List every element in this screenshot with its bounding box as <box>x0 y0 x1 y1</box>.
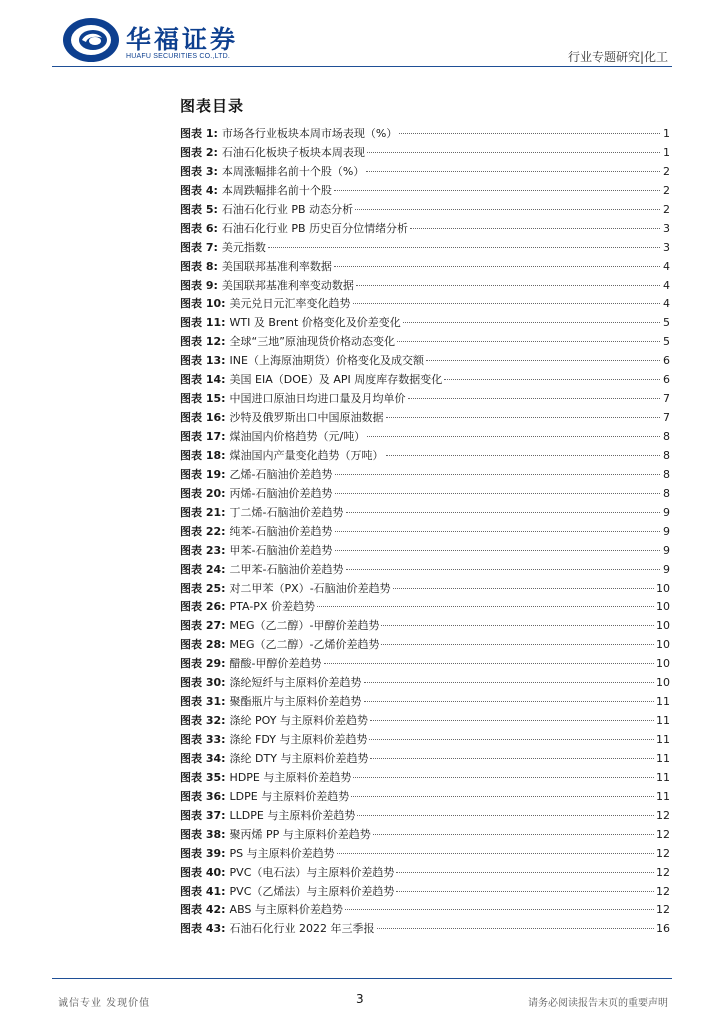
toc-dot-leader <box>337 853 654 854</box>
toc-entry[interactable] <box>180 807 670 826</box>
toc-entry[interactable] <box>180 864 670 883</box>
toc-dot-leader <box>324 663 654 664</box>
toc-entry-page: 10 <box>656 676 670 690</box>
toc-entry[interactable] <box>180 561 670 580</box>
toc-entry[interactable] <box>180 598 670 617</box>
toc-entry-label: 图表 29: <box>180 657 226 671</box>
toc-dot-leader <box>396 872 654 873</box>
toc-entry-label: 图表 41: <box>180 884 226 898</box>
toc-dot-leader <box>370 758 654 759</box>
toc-entry-title: 石油石化行业 2022 年三季报 <box>229 922 375 936</box>
toc-entry[interactable] <box>180 201 670 220</box>
toc-dot-leader <box>393 588 654 589</box>
header-divider <box>52 66 672 67</box>
toc-entry[interactable] <box>180 277 670 296</box>
toc-entry[interactable] <box>180 182 670 201</box>
toc-entry-title: 涤纶 DTY 与主原料价差趋势 <box>229 751 369 765</box>
toc-entry[interactable] <box>180 428 670 447</box>
toc-entry-page: 7 <box>663 392 670 406</box>
toc-entry[interactable] <box>180 371 670 390</box>
toc-entry[interactable] <box>180 731 670 750</box>
toc-entry-title: LDPE 与主原料价差趋势 <box>229 789 350 803</box>
company-logo <box>62 16 242 64</box>
toc-dot-leader <box>356 285 660 286</box>
toc-entry-title: 纯苯-石脑油价差趋势 <box>229 524 333 538</box>
toc-entry-page: 5 <box>663 316 670 330</box>
toc-entry-page: 11 <box>656 695 670 709</box>
toc-entry-label: 图表 30: <box>180 676 226 690</box>
toc-entry-label: 图表 19: <box>180 467 226 481</box>
toc-entry-label: 图表 9: <box>180 278 218 292</box>
toc-entry-label: 图表 15: <box>180 392 226 406</box>
toc-entry[interactable] <box>180 542 670 561</box>
toc-entry-title: 煤油国内产量变化趋势（万吨） <box>229 448 384 462</box>
toc-entry-title: 石油石化行业 PB 历史百分位情绪分析 <box>221 221 409 235</box>
toc-entry[interactable] <box>180 845 670 864</box>
toc-entry-title: 涤纶短纤与主原料价差趋势 <box>229 676 362 690</box>
toc-entry-title: 煤油国内价格趋势（元/吨） <box>229 430 366 443</box>
toc-entry-page: 8 <box>663 448 670 462</box>
toc-entry[interactable] <box>180 655 670 674</box>
toc-entry-label: 图表 21: <box>180 505 226 519</box>
toc-entry-title: 石油石化板块子板块本周表现 <box>221 145 365 159</box>
toc-entry-label: 图表 16: <box>180 411 226 425</box>
toc-entry-label: 图表 40: <box>180 865 226 879</box>
toc-entry-title: 市场各行业板块本周市场表现（%） <box>221 127 398 140</box>
toc-entry-title: PVC（乙烯法）与主原料价差趋势 <box>229 884 395 898</box>
toc-dot-leader <box>335 531 660 532</box>
toc-entry-label: 图表 33: <box>180 733 226 746</box>
toc-entry-title: 丙烯-石脑油价差趋势 <box>229 486 333 500</box>
toc-entry-label: 图表 22: <box>180 524 226 538</box>
toc-entry-label: 图表 3: <box>180 164 218 178</box>
company-name-cn: 华福证券 <box>126 25 239 54</box>
toc-entry[interactable] <box>180 466 670 485</box>
toc-entry-label: 图表 5: <box>180 202 218 216</box>
toc-entry-title: 美元兑日元汇率变化趋势 <box>229 297 351 311</box>
huafu-logo-icon <box>62 16 120 64</box>
toc-entry-title: WTI 及 Brent 价格变化及价差变化 <box>229 316 401 330</box>
toc-entry[interactable] <box>180 144 670 163</box>
toc-entry-page: 8 <box>663 430 670 443</box>
toc-dot-leader <box>396 891 654 892</box>
toc-entry-label: 图表 38: <box>180 827 226 841</box>
toc-entry[interactable] <box>180 239 670 258</box>
footer-divider <box>52 978 672 979</box>
toc-dot-leader <box>335 550 660 551</box>
toc-entry-label: 图表 37: <box>180 808 226 822</box>
toc-dot-leader <box>335 493 660 494</box>
toc-entry-title: 美国 EIA（DOE）及 API 周度库存数据变化 <box>229 373 443 387</box>
toc-dot-leader <box>346 569 660 570</box>
page-number: 3 <box>356 992 364 1006</box>
toc-entry-title: 聚丙烯 PP 与主原料价差趋势 <box>229 827 371 841</box>
toc-dot-leader <box>346 512 660 513</box>
toc-dot-leader <box>397 341 660 342</box>
toc-entry[interactable] <box>180 693 670 712</box>
toc-entry-label: 图表 23: <box>180 543 226 557</box>
toc-entry-label: 图表 31: <box>180 695 226 709</box>
toc-dot-leader <box>351 796 654 797</box>
toc-dot-leader <box>334 190 660 191</box>
toc-entry-page: 11 <box>656 714 670 728</box>
toc-entry-page: 11 <box>656 770 670 784</box>
toc-dot-leader <box>367 152 660 153</box>
toc-entry-label: 图表 25: <box>180 581 226 595</box>
toc-title: 图表目录 <box>180 97 245 115</box>
toc-entry-title: 中国进口原油日均进口量及月均单价 <box>229 392 406 406</box>
toc-entry-title: 甲苯-石脑油价差趋势 <box>229 543 333 557</box>
toc-dot-leader <box>386 455 660 456</box>
company-name-en: HUAFU SECURITIES CO.,LTD. <box>126 53 231 60</box>
toc-entry-label: 图表 34: <box>180 751 226 765</box>
toc-entry[interactable] <box>180 333 670 352</box>
toc-entry[interactable] <box>180 826 670 845</box>
toc-entry-label: 图表 26: <box>180 600 226 614</box>
toc-entry-page: 9 <box>663 505 670 519</box>
toc-entry-page: 8 <box>663 467 670 481</box>
figure-toc-list <box>180 125 670 939</box>
toc-dot-leader <box>317 606 654 607</box>
toc-entry-page: 9 <box>663 524 670 538</box>
toc-dot-leader <box>334 266 660 267</box>
toc-entry-label: 图表 36: <box>180 789 226 803</box>
footer-disclaimer: 请务必阅读报告末页的重要声明 <box>528 998 668 1009</box>
toc-dot-leader <box>367 436 660 437</box>
toc-entry[interactable] <box>180 617 670 636</box>
toc-dot-leader <box>399 133 660 134</box>
toc-entry[interactable] <box>180 352 670 371</box>
toc-dot-leader <box>410 228 660 229</box>
toc-dot-leader <box>355 209 660 210</box>
toc-entry-page: 1 <box>663 127 670 140</box>
toc-entry-page: 3 <box>663 221 670 235</box>
toc-entry-page: 2 <box>663 164 670 178</box>
toc-entry-label: 图表 4: <box>180 183 218 197</box>
toc-entry-label: 图表 35: <box>180 770 226 784</box>
toc-dot-leader <box>268 247 660 248</box>
toc-dot-leader <box>381 644 654 645</box>
toc-entry[interactable] <box>180 504 670 523</box>
toc-entry-title: 沙特及俄罗斯出口中国原油数据 <box>229 411 384 425</box>
toc-entry-label: 图表 11: <box>180 316 226 330</box>
toc-entry-label: 图表 6: <box>180 221 218 235</box>
toc-entry[interactable] <box>180 258 670 277</box>
toc-entry-title: LLDPE 与主原料价差趋势 <box>229 808 356 822</box>
toc-entry-title: 石油石化行业 PB 动态分析 <box>221 202 354 216</box>
toc-dot-leader <box>353 777 654 778</box>
toc-entry-title: 聚酯瓶片与主原料价差趋势 <box>229 695 362 709</box>
toc-entry[interactable] <box>180 636 670 655</box>
toc-entry-page: 12 <box>656 903 670 917</box>
toc-entry-page: 12 <box>656 827 670 841</box>
toc-dot-leader <box>444 379 660 380</box>
toc-entry[interactable] <box>180 447 670 466</box>
toc-entry-page: 6 <box>663 373 670 387</box>
toc-entry-title: 美国联邦基准利率数据 <box>221 259 332 273</box>
toc-dot-leader <box>381 625 654 626</box>
toc-entry-title: 涤纶 FDY 与主原料价差趋势 <box>229 733 368 746</box>
toc-entry-title: 美元指数 <box>221 240 266 254</box>
toc-entry-page: 11 <box>656 789 670 803</box>
toc-entry-page: 5 <box>663 335 670 349</box>
toc-entry-title: 丁二烯-石脑油价差趋势 <box>229 505 344 519</box>
toc-entry-label: 图表 1: <box>180 127 218 140</box>
toc-entry-title: 美国联邦基准利率变动数据 <box>221 278 354 292</box>
toc-entry-label: 图表 28: <box>180 638 226 652</box>
toc-dot-leader <box>357 815 654 816</box>
toc-entry-page: 4 <box>663 297 670 311</box>
toc-dot-leader <box>377 928 654 929</box>
toc-entry-page: 3 <box>663 240 670 254</box>
report-type: 行业专题研究|化工 <box>567 50 668 64</box>
toc-dot-leader <box>370 720 654 721</box>
toc-entry-label: 图表 12: <box>180 335 226 349</box>
toc-entry-title: INE（上海原油期货）价格变化及成交额 <box>229 354 424 368</box>
toc-entry-page: 11 <box>656 733 670 746</box>
toc-entry-label: 图表 7: <box>180 240 218 254</box>
toc-entry[interactable] <box>180 125 670 144</box>
toc-dot-leader <box>335 474 660 475</box>
toc-entry[interactable] <box>180 163 670 182</box>
toc-entry[interactable] <box>180 674 670 693</box>
toc-entry-label: 图表 24: <box>180 562 226 576</box>
toc-entry-label: 图表 14: <box>180 373 226 387</box>
toc-entry-label: 图表 13: <box>180 354 226 368</box>
toc-entry-label: 图表 32: <box>180 714 226 728</box>
toc-entry[interactable] <box>180 901 670 920</box>
toc-dot-leader <box>366 171 660 172</box>
toc-entry[interactable] <box>180 409 670 428</box>
toc-dot-leader <box>353 303 660 304</box>
toc-entry-title: 全球“三地”原油现货价格动态变化 <box>229 335 395 349</box>
toc-dot-leader <box>345 909 654 910</box>
toc-entry-page: 8 <box>663 486 670 500</box>
toc-entry-label: 图表 8: <box>180 259 218 273</box>
toc-entry-page: 10 <box>656 581 670 595</box>
toc-entry[interactable] <box>180 523 670 542</box>
toc-entry-page: 9 <box>663 562 670 576</box>
toc-entry-page: 16 <box>656 922 670 936</box>
toc-entry-title: MEG（乙二醇）-甲醇价差趋势 <box>229 619 380 633</box>
toc-dot-leader <box>403 322 660 323</box>
toc-entry-page: 4 <box>663 259 670 273</box>
toc-entry-page: 12 <box>656 808 670 822</box>
toc-entry-title: 涤纶 POY 与主原料价差趋势 <box>229 714 368 728</box>
toc-dot-leader <box>426 360 660 361</box>
toc-entry-label: 图表 17: <box>180 430 226 443</box>
toc-entry-page: 4 <box>663 278 670 292</box>
toc-entry-title: 本周跌幅排名前十个股 <box>221 183 332 197</box>
toc-entry[interactable] <box>180 920 670 939</box>
toc-dot-leader <box>408 398 660 399</box>
toc-entry-label: 图表 10: <box>180 297 226 311</box>
toc-entry-label: 图表 20: <box>180 486 226 500</box>
toc-dot-leader <box>364 701 654 702</box>
toc-entry-page: 10 <box>656 638 670 652</box>
toc-entry-title: ABS 与主原料价差趋势 <box>229 903 343 917</box>
toc-entry-title: PTA-PX 价差趋势 <box>229 600 315 614</box>
toc-entry[interactable] <box>180 485 670 504</box>
toc-entry-title: 对二甲苯（PX）-石脑油价差趋势 <box>229 581 391 595</box>
toc-entry-page: 10 <box>656 600 670 614</box>
toc-entry-title: MEG（乙二醇）-乙烯价差趋势 <box>229 638 380 652</box>
toc-entry-title: HDPE 与主原料价差趋势 <box>229 770 352 784</box>
toc-entry[interactable] <box>180 314 670 333</box>
toc-entry-title: 乙烯-石脑油价差趋势 <box>229 467 333 481</box>
toc-entry-page: 11 <box>656 751 670 765</box>
toc-entry-label: 图表 2: <box>180 145 218 159</box>
toc-dot-leader <box>364 682 654 683</box>
toc-entry-label: 图表 39: <box>180 846 226 860</box>
toc-entry-label: 图表 27: <box>180 619 226 633</box>
toc-dot-leader <box>386 417 660 418</box>
toc-entry-page: 12 <box>656 884 670 898</box>
toc-dot-leader <box>373 834 654 835</box>
toc-entry-title: 本周涨幅排名前十个股（%） <box>221 164 365 178</box>
toc-entry[interactable] <box>180 883 670 902</box>
toc-entry[interactable] <box>180 788 670 807</box>
toc-entry-page: 7 <box>663 411 670 425</box>
toc-entry[interactable] <box>180 390 670 409</box>
footer-slogan: 诚信专业 发现价值 <box>58 998 151 1009</box>
toc-entry[interactable] <box>180 295 670 314</box>
toc-entry-page: 1 <box>663 145 670 159</box>
toc-entry[interactable] <box>180 769 670 788</box>
toc-entry-label: 图表 43: <box>180 922 226 936</box>
toc-entry-page: 2 <box>663 183 670 197</box>
toc-entry-title: PVC（电石法）与主原料价差趋势 <box>229 865 395 879</box>
toc-entry-title: 醋酸-甲醇价差趋势 <box>229 657 322 671</box>
toc-entry-page: 12 <box>656 846 670 860</box>
toc-dot-leader <box>369 739 654 740</box>
toc-entry-page: 12 <box>656 865 670 879</box>
toc-entry[interactable] <box>180 220 670 239</box>
toc-entry-page: 2 <box>663 202 670 216</box>
toc-entry[interactable] <box>180 580 670 599</box>
toc-entry[interactable] <box>180 712 670 731</box>
toc-entry-page: 10 <box>656 657 670 671</box>
toc-entry-page: 6 <box>663 354 670 368</box>
toc-entry-page: 9 <box>663 543 670 557</box>
toc-entry-title: PS 与主原料价差趋势 <box>229 846 335 860</box>
toc-entry-title: 二甲苯-石脑油价差趋势 <box>229 562 344 576</box>
toc-entry-label: 图表 42: <box>180 903 226 917</box>
toc-entry-label: 图表 18: <box>180 448 226 462</box>
toc-entry[interactable] <box>180 750 670 769</box>
toc-entry-page: 10 <box>656 619 670 633</box>
